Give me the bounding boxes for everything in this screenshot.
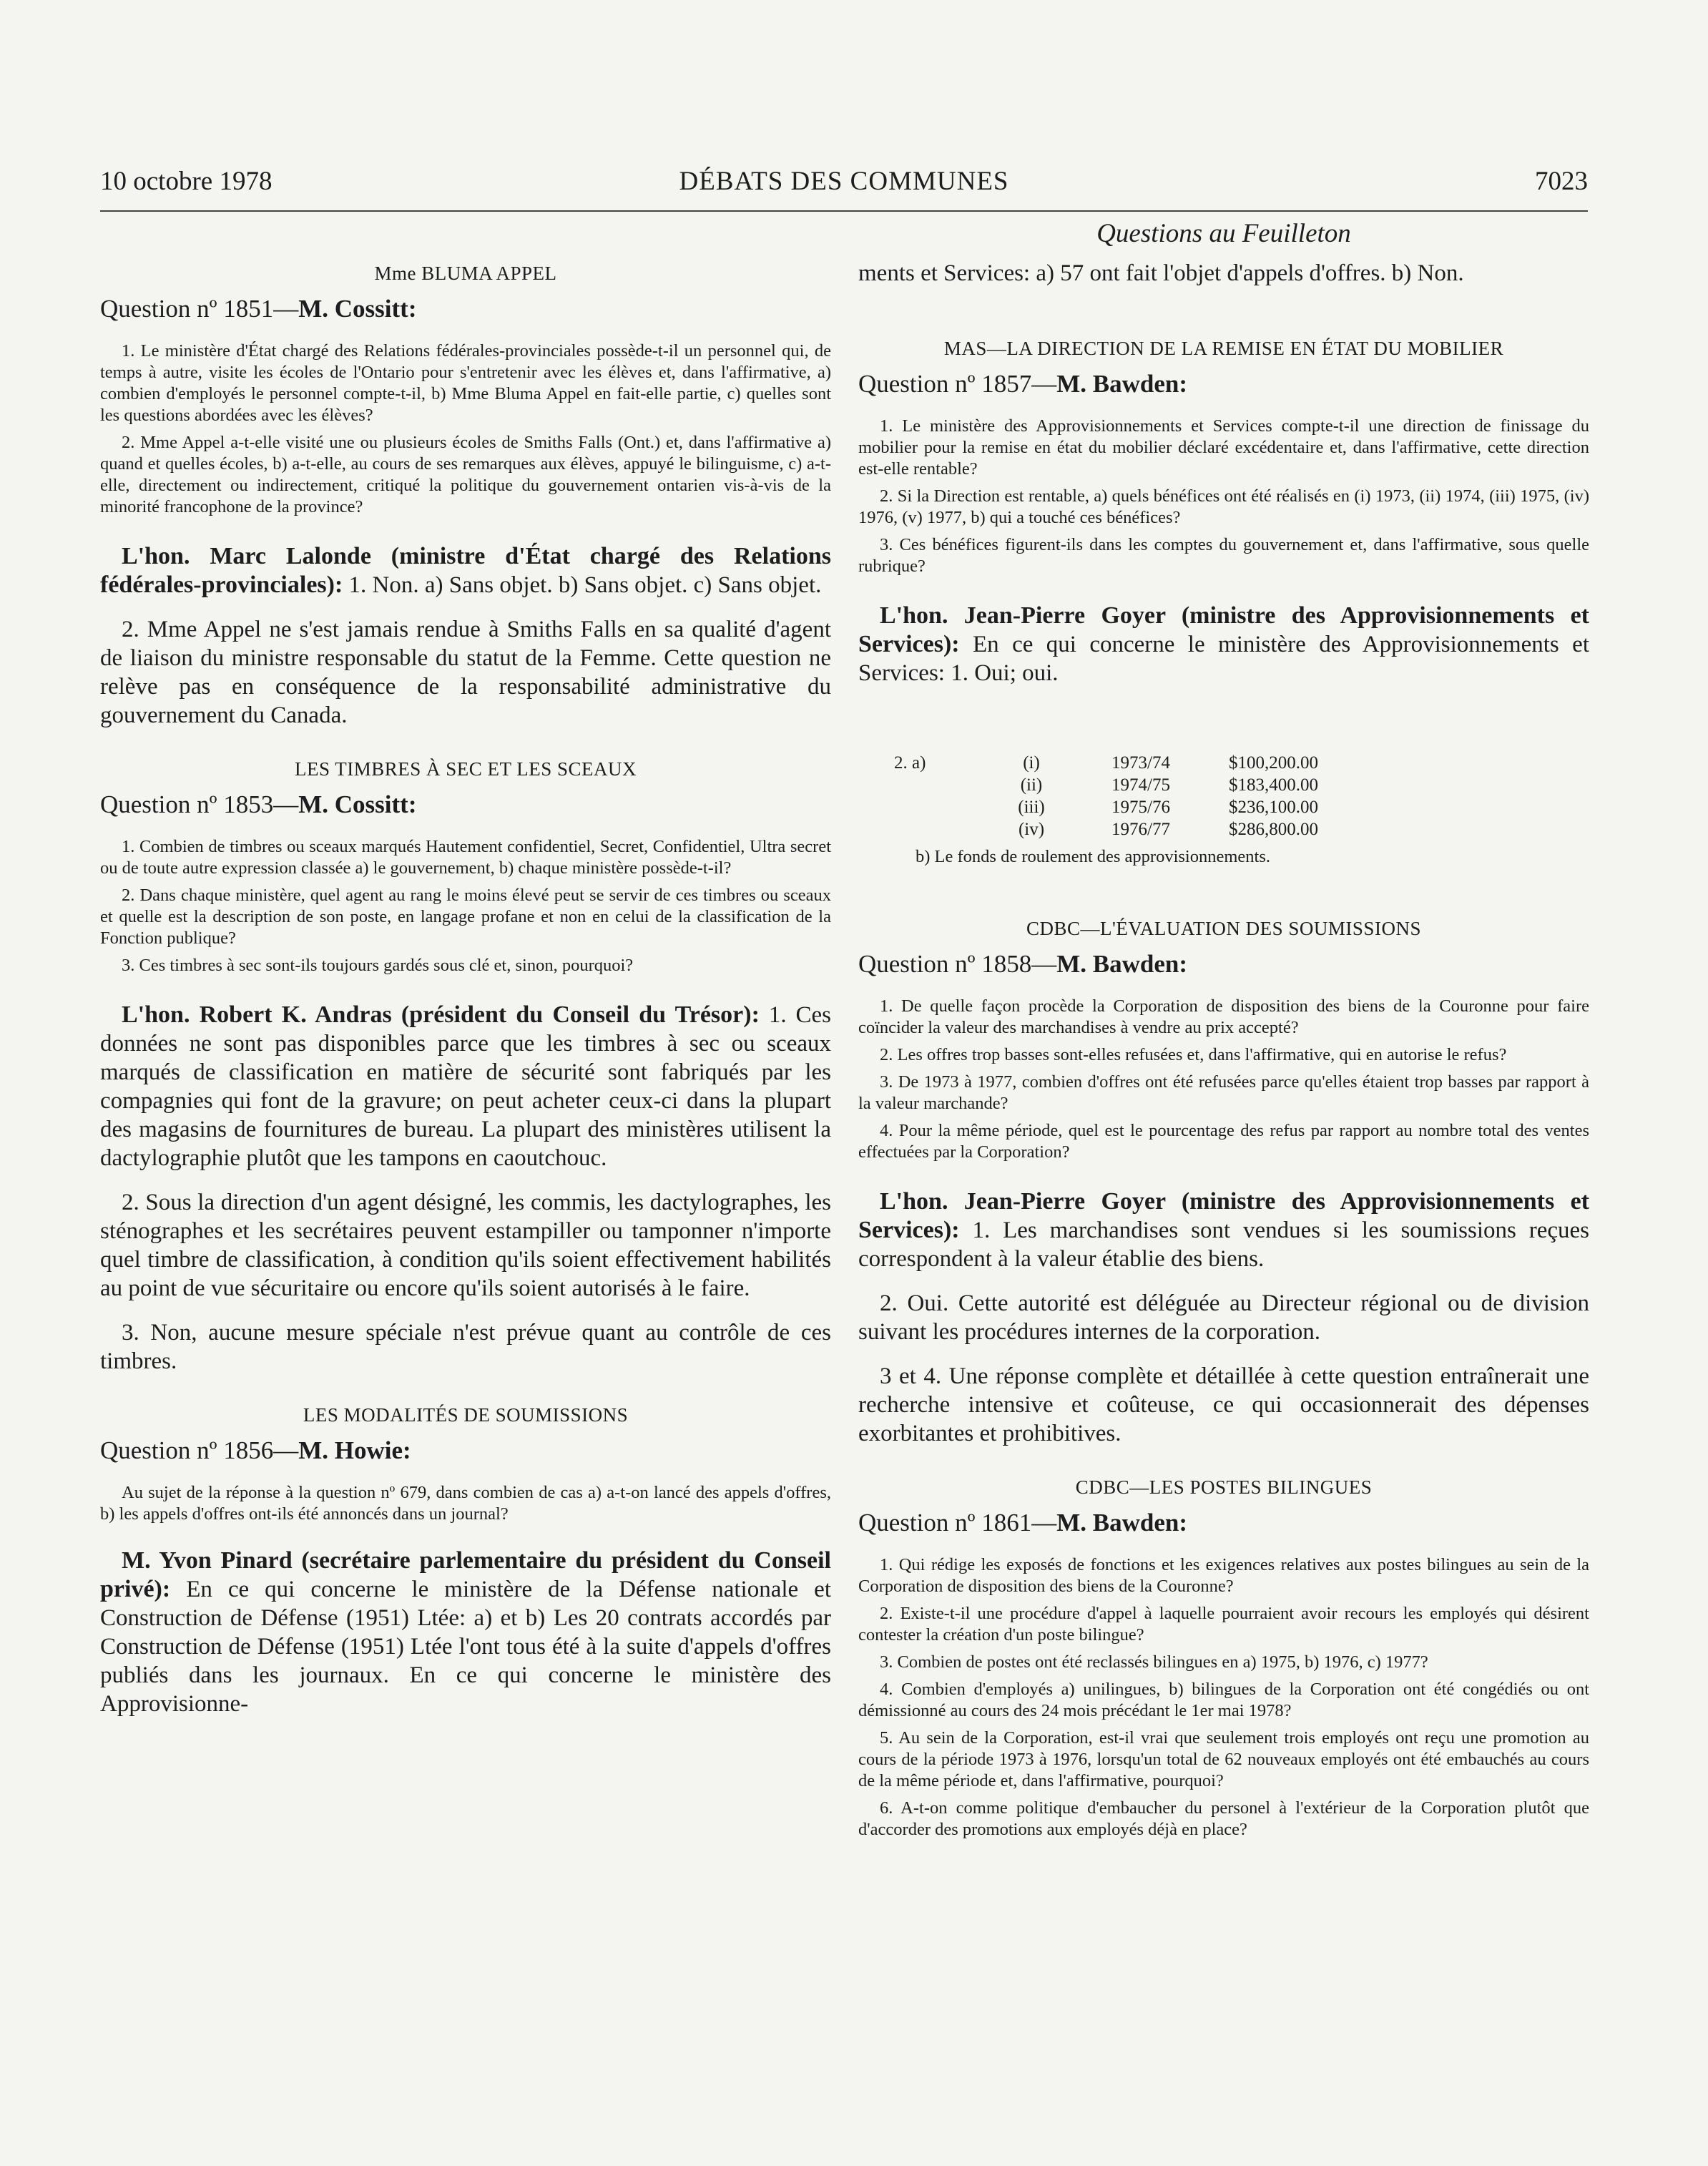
header-date: 10 octobre 1978 [100, 167, 273, 196]
speaker-name: M. Yvon Pinard (secrétaire parlementaire du président du Conseil privé): [100, 1547, 831, 1602]
answer-paragraph: L'hon. Jean-Pierre Goyer (ministre des Approvisionnements et Services): 1. Les marchandises sont vendues si les soumissions reçues correspondent à la valeur établie des biens. [858, 1188, 1589, 1272]
table-cell: 1974/75 [1111, 775, 1170, 795]
answer-paragraph: 2. Sous la direction d'un agent désigné, les commis, les dactylographes, les sténographes et les secrétaires peuvent estampiller ou tamponner n'importe quel timbre de classification, à condition qu'ils soient effectivement habilités au point de vue sécuritaire ou encore qu'ils soient autorisés à le faire. [100, 1190, 831, 1301]
table-cell: 1976/77 [1111, 820, 1170, 839]
right-column [858, 218, 1589, 1846]
profits-table [894, 752, 1328, 841]
question-heading: Question nº 1853—M. Cossitt: [100, 790, 417, 818]
question-text: 6. A-t-on comme politique d'embaucher du personel à l'extérieur de la Corporation plutôt que d'accorder des promotions aux employés déjà en place? [858, 1798, 1589, 1839]
table-cell [894, 774, 990, 796]
question-text: 3. Ces timbres à sec sont-ils toujours gardés sous clé et, sinon, pourquoi? [122, 956, 634, 975]
section-title: CDBC—LES POSTES BILINGUES [1075, 1476, 1373, 1498]
question-text: 2. Les offres trop basses sont-elles refusées et, dans l'affirmative, qui en autorise le refus? [880, 1045, 1507, 1064]
question-text: 5. Au sein de la Corporation, est-il vrai que seulement trois employés ont reçu une promotion au cours de la période 1973 à 1976, lorsqu'un total de 62 nouveaux employés ont été embauchés au cours de la même période et, dans l'affirmative, pourquoi? [858, 1728, 1589, 1790]
table-row [894, 774, 1328, 796]
question-text: 4. Combien d'employés a) unilingues, b) bilingues de la Corporation ont été congédiés ou ont démissionné au cours des 24 mois précédant le 1er mai 1978? [858, 1680, 1589, 1720]
table-cell: $286,800.00 [1229, 820, 1318, 839]
page-header [100, 166, 1588, 212]
table-cell: 1975/76 [1111, 798, 1170, 817]
running-head: Questions au Feuilleton [1096, 219, 1351, 248]
answer-paragraph: 2. Oui. Cette autorité est déléguée au Directeur régional ou de division suivant les procédures internes de la corporation. [858, 1290, 1589, 1345]
answer-paragraph: L'hon. Jean-Pierre Goyer (ministre des Approvisionnements et Services): En ce qui concerne le ministère des Approvisionnements et Services: 1. Oui; oui. [858, 602, 1589, 686]
table-cell: $236,100.00 [1229, 798, 1318, 817]
table-cell: 1973/74 [1111, 753, 1170, 773]
answer-paragraph: 3 et 4. Une réponse complète et détaillée à cette question entraînerait une recherche intensive et coûteuse, ce qui occasionnerait des dépenses exorbitantes et prohibitives. [858, 1363, 1589, 1446]
question-text: 4. Pour la même période, quel est le pourcentage des refus par rapport au nombre total des ventes effectuées par la Corporation? [858, 1121, 1589, 1162]
table-cell: $183,400.00 [1229, 775, 1318, 795]
question-text: 2. Dans chaque ministère, quel agent au rang le moins élevé peut se servir de ces timbres ou sceaux et quelle est la description de son poste, en langage profane et non en celui de la classification de la Fonction publique? [100, 886, 831, 948]
table-cell: (i) [1023, 753, 1040, 773]
question-text: 1. Qui rédige les exposés de fonctions et les exigences relatives aux postes bilingues au sein de la Corporation de disposition des biens de la Couronne? [858, 1555, 1589, 1596]
answer-paragraph: L'hon. Robert K. Andras (président du Conseil du Trésor): 1. Ces données ne sont pas disponibles parce que les timbres à sec ou sceaux marqués de classification en matière de sécurité sont fabriqués par les compagnies qui font de la gravure; on peut acheter ceux-ci dans la plupart des magasins de fournitures de bureau. La plupart des ministères utilisent la dactylographie plutôt que les tampons en caoutchouc. [100, 1001, 832, 1171]
table-cell: 2. a) [894, 753, 926, 773]
table-note: b) Le fonds de roulement des approvisionnements. [916, 847, 1271, 866]
answer-continuation: ments et Services: a) 57 ont fait l'objet d'appels d'offres. b) Non. [858, 260, 1464, 286]
answer-paragraph: 2. Mme Appel ne s'est jamais rendue à Smiths Falls en sa qualité d'agent de liaison du ministre responsable du statut de la Femme. Cette question ne relève pas en conséquence de la responsabilité administrative du gouvernement du Canada. [100, 617, 831, 728]
section-title: LES TIMBRES À SEC ET LES SCEAUX [294, 758, 637, 780]
question-text: Au sujet de la réponse à la question nº 679, dans combien de cas a) a-t-on lancé des appels d'offres, b) les appels d'offres ont-ils été annoncés dans un journal? [100, 1483, 831, 1524]
section-title: LES MODALITÉS DE SOUMISSIONS [303, 1404, 629, 1426]
question-heading: Question nº 1861—M. Bawden: [858, 1509, 1188, 1537]
header-title: DÉBATS DES COMMUNES [679, 167, 1009, 196]
table-cell: (iii) [1018, 798, 1045, 817]
question-heading: Question nº 1851—M. Cossitt: [100, 295, 417, 323]
answer-paragraph: 3. Non, aucune mesure spéciale n'est prévue quant au contrôle de ces timbres. [100, 1320, 831, 1374]
question-text: 1. De quelle façon procède la Corporation de disposition des biens de la Couronne pour faire coïncider la valeur des marchandises à vendre au prix accepté? [858, 996, 1589, 1037]
header-page-number: 7023 [1535, 167, 1588, 196]
question-text: 1. Combien de timbres ou sceaux marqués Hautement confidentiel, Secret, Confidentiel, Ultra secret ou de toute autre expression classée a) le gouvernement, b) chaque ministère possède-t-il? [100, 837, 831, 878]
table-cell: $100,200.00 [1229, 753, 1318, 773]
section-title: Mme BLUMA APPEL [374, 263, 557, 284]
question-heading: Question nº 1856—M. Howie: [100, 1436, 411, 1464]
table-cell [894, 796, 990, 818]
speaker-name: L'hon. Jean-Pierre Goyer (ministre des Approvisionnements et Services): [858, 602, 1589, 657]
table-cell [894, 818, 990, 841]
question-text: 2. Existe-t-il une procédure d'appel à laquelle pourraient avoir recours les employés qui désirent contester la création d'un poste bilingue? [858, 1604, 1589, 1645]
question-text: 2. Si la Direction est rentable, a) quels bénéfices ont été réalisés en (i) 1973, (ii) 1974, (iii) 1975, (iv) 1976, (v) 1977, b) qui a touché ces bénéfices? [858, 486, 1589, 527]
question-heading: Question nº 1858—M. Bawden: [858, 950, 1188, 978]
section-title: CDBC—L'ÉVALUATION DES SOUMISSIONS [1026, 918, 1421, 939]
question-text: 2. Mme Appel a-t-elle visité une ou plusieurs écoles de Smiths Falls (Ont.) et, dans l'affirmative a) quand et quelles écoles, b) a-t-elle, au cours de ses remarques aux élèves, appuyé le bilinguisme, c) a-t-elle, directement ou indirectement, critiqué la politique du gouvernement ontarien vis-à-vis de la minorité francophone de la province? [100, 433, 831, 516]
question-text: 3. De 1973 à 1977, combien d'offres ont été refusées parce qu'elles étaient trop basses par rapport à la valeur marchande? [858, 1072, 1589, 1113]
answer-paragraph: M. Yvon Pinard (secrétaire parlementaire du président du Conseil privé): En ce qui concerne le ministère de la Défense nationale et Construction de Défense (1951) Ltée: a) et b) Les 20 contrats accordés par Construction de Défense (1951) Ltée l'ont tous été à la suite d'appels d'offres publiés dans les journaux. En ce qui concerne le ministère des Approvisionne- [100, 1547, 831, 1717]
speaker-name: L'hon. Jean-Pierre Goyer (ministre des Approvisionnements et Services): [858, 1188, 1589, 1243]
section-title: MAS—LA DIRECTION DE LA REMISE EN ÉTAT DU MOBILIER [943, 338, 1504, 359]
table-cell: (iv) [1018, 820, 1045, 839]
question-heading: Question nº 1857—M. Bawden: [858, 370, 1188, 398]
question-text: 3. Combien de postes ont été reclassés bilingues en a) 1975, b) 1976, c) 1977? [880, 1652, 1428, 1672]
table-row [894, 752, 1328, 774]
table-row [894, 796, 1328, 818]
table-cell: (ii) [1020, 775, 1043, 795]
left-column [100, 218, 831, 1734]
speaker-name: L'hon. Robert K. Andras (président du Conseil du Trésor): [122, 1001, 760, 1028]
question-text: 1. Le ministère d'État chargé des Relations fédérales-provinciales possède-t-il un personnel qui, de temps à autre, visite les écoles de l'Ontario pour s'entretenir avec les élèves et, dans l'affirmative, a) combien d'employés le personnel compte-t-il, b) Mme Bluma Appel en fait-elle partie, c) quelles sont les questions abordées avec les élèves? [100, 341, 831, 425]
question-text: 3. Ces bénéfices figurent-ils dans les comptes du gouvernement et, dans l'affirmative, sous quelle rubrique? [858, 535, 1589, 576]
speaker-name: L'hon. Marc Lalonde (ministre d'État chargé des Relations fédérales-provinciales): [100, 543, 831, 598]
table-row [894, 818, 1328, 841]
question-text: 1. Le ministère des Approvisionnements et Services compte-t-il une direction de finissage du mobilier pour la remise en état du mobilier déclaré excédentaire et, dans l'affirmative, cette direction est-elle rentable? [858, 416, 1589, 479]
answer-paragraph: L'hon. Marc Lalonde (ministre d'État chargé des Relations fédérales-provinciales): 1. Non. a) Sans objet. b) Sans objet. c) Sans objet. [100, 543, 831, 598]
